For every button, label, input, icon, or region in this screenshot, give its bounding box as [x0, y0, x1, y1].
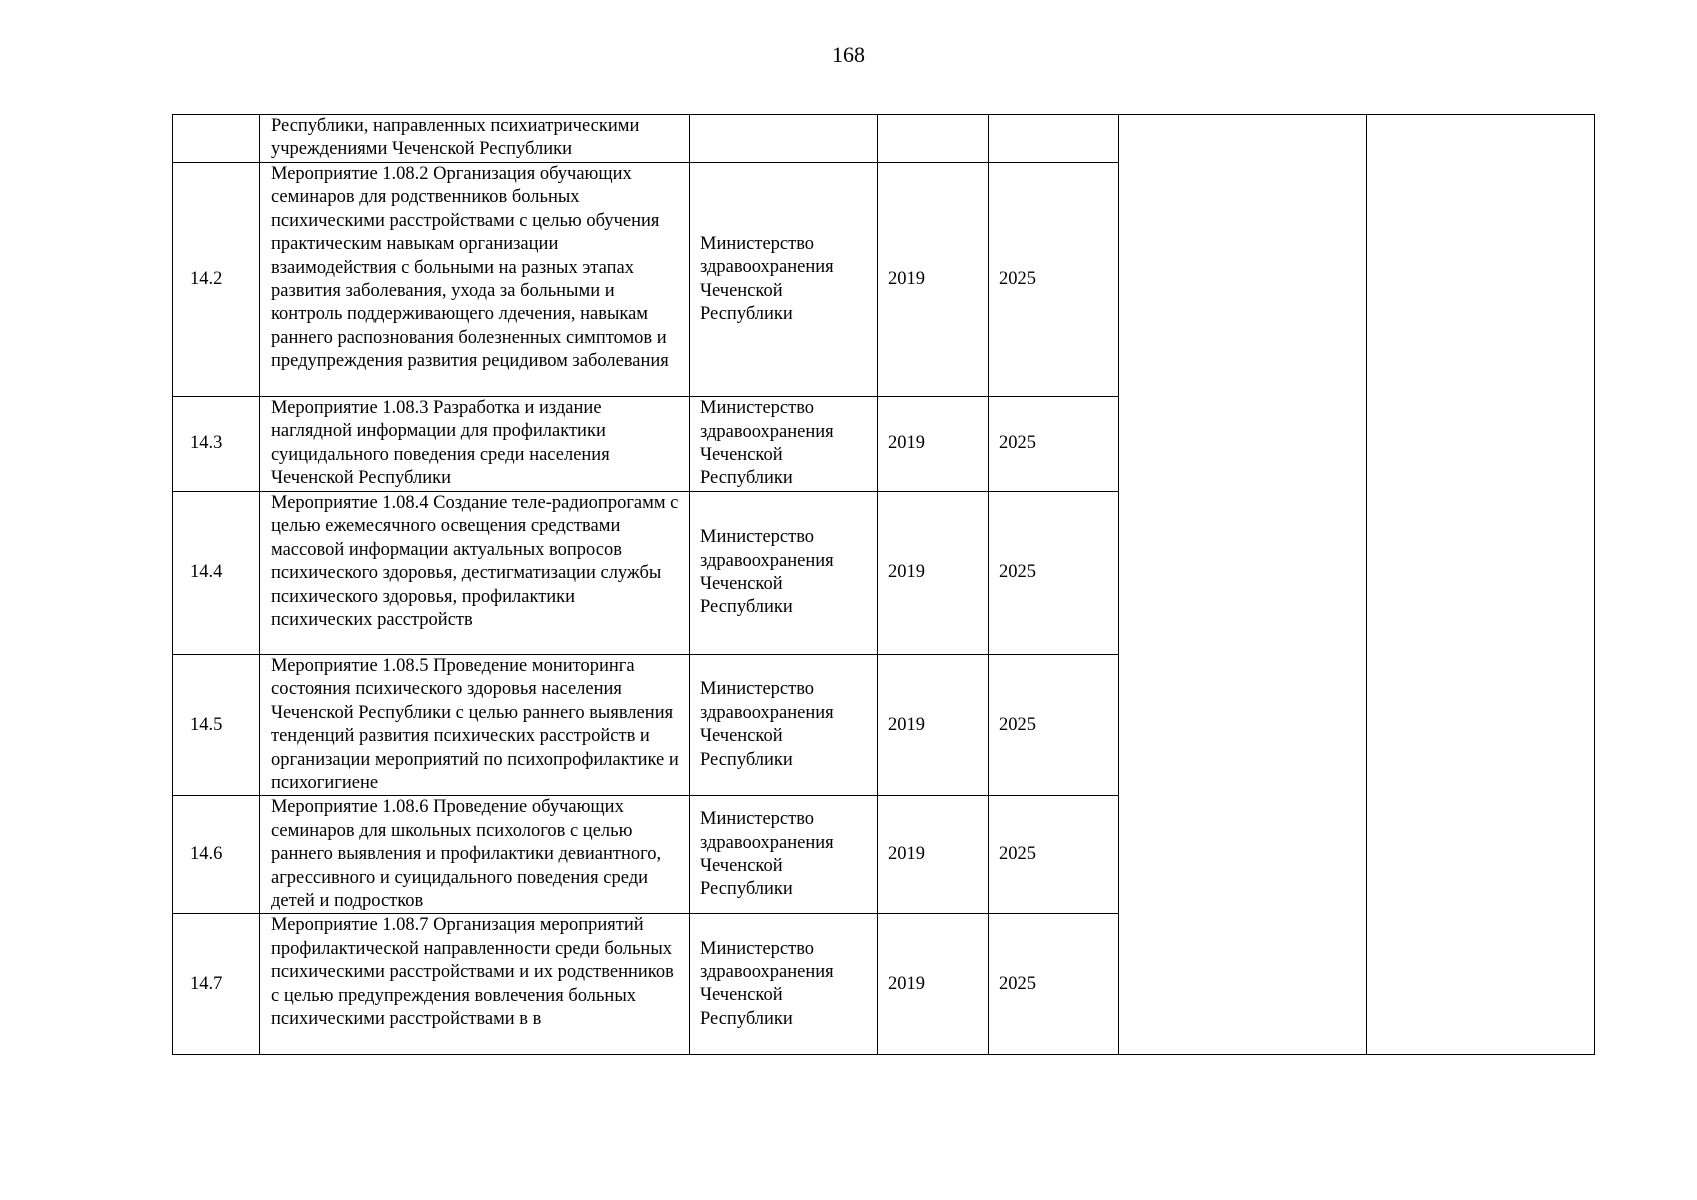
row-responsible-cell: Министерство здравоохранения Чеченской Республики [690, 655, 878, 796]
row-description-cell: Республики, направленных психиатрическими учреждениями Чеченской Республики [260, 115, 690, 163]
row-responsible-cell: Министерство здравоохранения Чеченской Республики [690, 914, 878, 1055]
row-end-year-cell: 2025 [989, 655, 1119, 796]
row-start-year-cell: 2019 [878, 914, 989, 1055]
row-responsible-cell [690, 115, 878, 163]
row-number-cell: 14.4 [173, 492, 260, 655]
row-end-year-cell: 2025 [989, 914, 1119, 1055]
merged-empty-cell-7 [1367, 115, 1595, 1055]
row-end-year-cell: 2025 [989, 397, 1119, 492]
activities-table [172, 114, 1595, 1055]
row-responsible-cell: Министерство здравоохранения Чеченской Республики [690, 796, 878, 914]
row-responsible-cell: Министерство здравоохранения Чеченской Республики [690, 492, 878, 655]
row-description-cell: Мероприятие 1.08.3 Разработка и издание наглядной информации для профилактики суицидального поведения среди населения Чеченской Республики [260, 397, 690, 492]
row-start-year-cell: 2019 [878, 492, 989, 655]
row-end-year-cell: 2025 [989, 163, 1119, 397]
row-end-year-cell: 2025 [989, 796, 1119, 914]
row-number-cell: 14.3 [173, 397, 260, 492]
row-number-cell: 14.5 [173, 655, 260, 796]
row-start-year-cell: 2019 [878, 163, 989, 397]
table-row [173, 115, 1595, 163]
row-description-cell: Мероприятие 1.08.5 Проведение мониторинга состояния психического здоровья населения Чеченской Республики с целью раннего выявления тенденций развития психических расстройств и организации мероприятий по психопрофилактике и психогигиене [260, 655, 690, 796]
merged-empty-cell-6 [1119, 115, 1367, 1055]
row-end-year-cell: 2025 [989, 492, 1119, 655]
row-responsible-cell: Министерство здравоохранения Чеченской Республики [690, 397, 878, 492]
row-start-year-cell: 2019 [878, 655, 989, 796]
row-responsible-cell: Министерство здравоохранения Чеченской Республики [690, 163, 878, 397]
row-number-cell: 14.2 [173, 163, 260, 397]
row-number-cell: 14.7 [173, 914, 260, 1055]
row-description-cell: Мероприятие 1.08.6 Проведение обучающих семинаров для школьных психологов с целью раннего выявления и профилактики девиантного, агрессивного и суицидального поведения среди детей и подростков [260, 796, 690, 914]
page-number: 168 [832, 42, 865, 67]
row-description-cell: Мероприятие 1.08.2 Организация обучающих семинаров для родственников больных психическими расстройствами с целью обучения практическим навыкам организации взаимодействия с больными на разных этапах развития заболевания, ухода за больными и контроль поддерживающего лдечения, навыкам раннего распознования болезненных симптомов и предупреждения развития рецидивом заболевания [260, 163, 690, 397]
row-end-year-cell [989, 115, 1119, 163]
row-number-cell [173, 115, 260, 163]
row-number-cell: 14.6 [173, 796, 260, 914]
row-description-cell: Мероприятие 1.08.7 Организация мероприятий профилактической направленности среди больных психическими расстройствами и их родственников с целью предупреждения вовлечения больных психическими расстройствами в в [260, 914, 690, 1055]
row-start-year-cell [878, 115, 989, 163]
row-description-cell: Мероприятие 1.08.4 Создание теле-радиопрогамм с целью ежемесячного освещения средствами массовой информации актуальных вопросов психического здоровья, дестигматизации службы психического здоровья, профилактики психических расстройств [260, 492, 690, 655]
row-start-year-cell: 2019 [878, 796, 989, 914]
row-start-year-cell: 2019 [878, 397, 989, 492]
